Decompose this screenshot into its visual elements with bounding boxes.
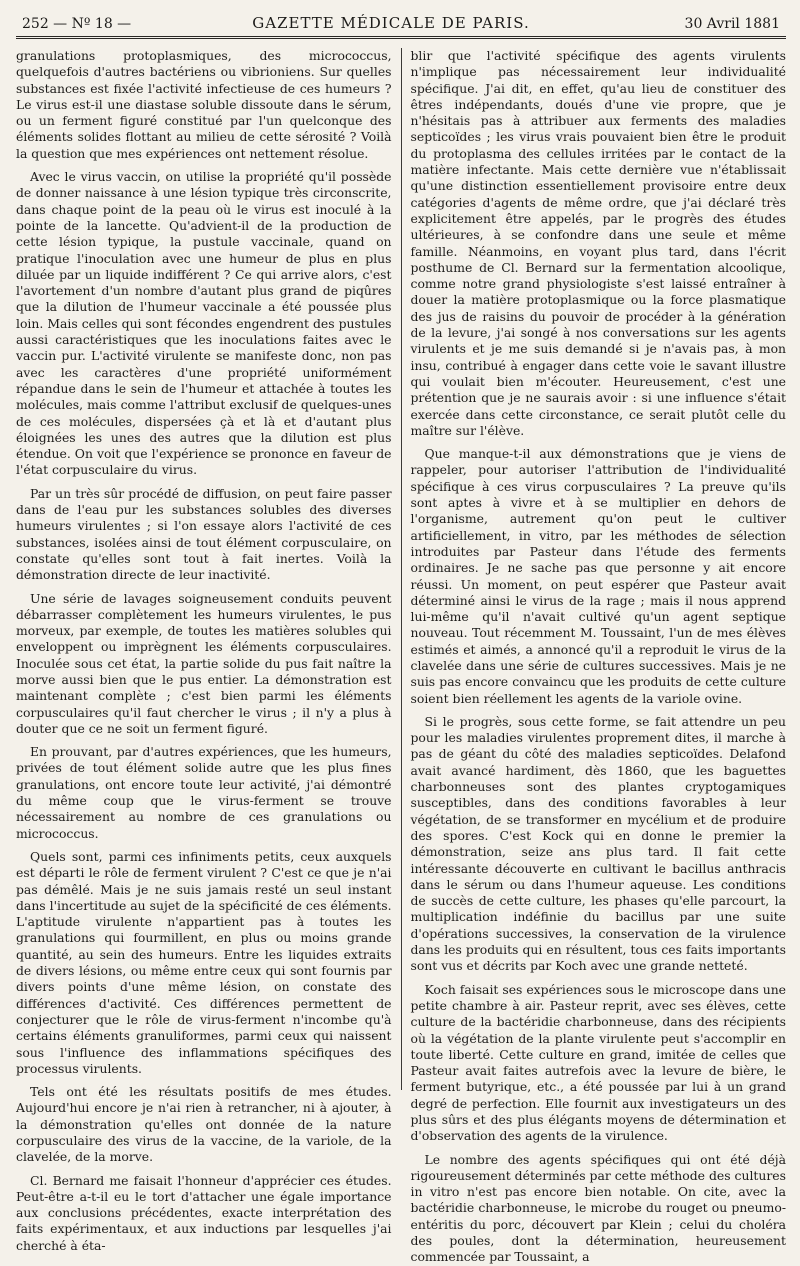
page-number: 252 — Nº 18 — <box>22 16 132 32</box>
issue-date: 30 Avril 1881 <box>684 16 780 32</box>
paragraph: Avec le virus vaccin, on utilise la propriété qu'il possède de donner naissance à une lésion typique très circonscrite, dans chaque point de la peau où le virus est inoculé à la pointe de la lancette. Qu'advient-il de la production de cette lésion typique, la pustule vaccinale, quand on pratique l'inoculation avec une humeur de plus en plus diluée par un liquide indifférent ? Ce qui arrive alors, c'est l'avortement d'un nombre d'autant plus grand de piqûres que la dilution de l'humeur vaccinale a été poussée plus loin. Mais celles qui sont fécondes engendrent des pustules aussi caractéristiques que les inoculations faites avec le vaccin pur. L'activité virulente se manifeste donc, non pas avec les caractères d'une propriété uniformément répandue dans le sein de l'humeur et attachée à toutes les molécules, mais comme l'attribut exclusif de quelques-unes de ces molécules, dispersées çà et là et d'autant plus éloignées les unes des autres que la dilution est plus étendue. On voit que l'expérience se prononce en faveur de l'état corpusculaire du virus. <box>16 169 392 478</box>
text-columns <box>16 48 787 1265</box>
page-header <box>16 10 786 39</box>
paragraph: Par un très sûr procédé de diffusion, on peut faire passer dans de l'eau pur les substances solubles des diverses humeurs virulentes ; si l'on essaye alors l'activité de ces substances, isolées ainsi de tout élément corpusculaire, on constate qu'elles sont tout à fait inertes. Voilà la démonstration directe de leur inactivité. <box>16 485 392 583</box>
paragraph: Que manque-t-il aux démonstrations que je viens de rappeler, pour autoriser l'attribution de l'individualité spécifique à ces virus corpusculaires ? La preuve qu'ils sont aptes à vivre et à se multiplier en dehors de l'organisme, autrement qu'on peut le cultiver artificiellement, in vitro, par les méthodes de sélection introduites par Pasteur dans l'étude des ferments ordinaires. Je ne sache pas que personne y ait encore réussi. Un moment, on peut espérer que Pasteur avait déterminé ainsi le virus de la rage ; mais il nous apprend lui-même qu'il n'avait cultivé qu'un agent septique nouveau. Tout récemment M. Toussaint, l'un de mes élèves estimés et aimés, a annoncé qu'il a reproduit le virus de la clavelée dans une série de cultures successives. Mais je ne suis pas encore convaincu que les produits de cette culture soient bien réellement les agents de la variole ovine. <box>410 446 787 706</box>
paragraph: Koch faisait ses expériences sous le microscope dans une petite chambre à air. Pasteur reprit, avec ses élèves, cette culture de la bactéridie charbonneuse, dans des récipients où la végétation de la plante virulente peut s'accomplir en toute liberté. Cette culture en grand, imitée de celles que Pasteur avait faites autrefois avec la levure de bière, le ferment butyrique, etc., a été poussée par lui à un grand degré de perfection. Elle fournit aux investigateurs un des plus sûrs et des plus élégants moyens de détermination et d'observation des agents de la virulence. <box>410 981 787 1144</box>
paragraph: En prouvant, par d'autres expériences, que les humeurs, privées de tout élément solide autre que les plus fines granulations, ont encore toute leur activité, j'ai démontré du même coup que le virus-ferment se trouve nécessairement au nombre de ces granulations ou micrococcus. <box>16 744 392 841</box>
right-column <box>402 48 787 1265</box>
journal-title: GAZETTE MÉDICALE DE PARIS. <box>252 14 530 32</box>
paragraph: Tels ont été les résultats positifs de mes études. Aujourd'hui encore je n'ai rien à retrancher, ni à ajouter, à la démonstration qu'elles ont donnée de la nature corpusculaire des virus de la vaccine, de la variole, de la clavelée, de la morve. <box>16 1084 392 1165</box>
paragraph: Cl. Bernard me faisait l'honneur d'apprécier ces études. Peut-être a-t-il eu le tort d'attacher une égale importance aux conclusions précédentes, exacte interprétation des faits expérimentaux, et aux inductions par lesquelles j'ai cherché à éta- <box>16 1172 392 1253</box>
paragraph: Quels sont, parmi ces infiniments petits, ceux auxquels est départi le rôle de ferment virulent ? C'est ce que je n'ai pas démêlé. Mais je ne suis jamais resté un seul instant dans l'incertitude au sujet de la spécificité de ces éléments. L'aptitude virulente n'appartient pas à toutes les granulations qui fourmillent, en plus ou moins grande quantité, au sein des humeurs. Entre les liquides extraits de divers lésions, ou même entre ceux qui sont fournis par divers points d'une même lésion, on constate des différences d'activité. Ces différences permettent de conjecturer que le rôle de virus-ferment n'incombe qu'à certains éléments granuliformes, parmi ceux qui naissent sous l'influence des inflammations spécifiques des processus virulents. <box>16 848 392 1076</box>
paragraph: Si le progrès, sous cette forme, se fait attendre un peu pour les maladies virulentes proprement dites, il marche à pas de géant du côté des maladies septicoïdes. Delafond avait avancé hardiment, dès 1860, que les baguettes charbonneuses sont des plantes cryptogamiques susceptibles, dans des conditions favorables à leur végétation, de se transformer en mycélium et de produire des spores. C'est Kock qui en donne le premier la démonstration, seize ans plus tard. Il fait cette intéressante découverte en cultivant le bacillus anthracis dans le sérum ou dans l'humeur aqueuse. Les conditions de succès de cette culture, les phases qu'elle parcourt, la multiplication indéfinie du bacillus par une suite d'opérations successives, la conservation de la virulence dans les produits qui en résultent, tous ces faits importants sont vus et décrits par Koch avec une grande netteté. <box>410 713 787 974</box>
paragraph: granulations protoplasmiques, des micrococcus, quelquefois d'autres bactériens ou vibrioniens. Sur quelles substances est fixée l'activité infectieuse de ces humeurs ? Le virus est-il une diastase soluble dissoute dans le sérum, ou un ferment figuré constitué par l'un quelconque des éléments solides flottant au milieu de cette sérosité ? Voilà la question que mes expériences ont nettement résolue. <box>16 48 392 161</box>
paragraph: blir que l'activité spécifique des agents virulents n'implique pas nécessairement leur individualité spécifique. J'ai dit, en effet, qu'au lieu de constituer des êtres indépendants, doués d'une vie propre, que je n'hésitais pas à attribuer aux ferments des maladies septicoïdes ; les virus vrais pouvaient bien être le produit du protoplasma des cellules irritées par le contact de la matière infectante. Mais cette dernière vue n'établissait qu'une distinction essentiellement provisoire entre deux catégories d'agents de même ordre, que j'ai déclaré très explicitement être appelés, par le progrès des études ultérieures, à se confondre dans une seule et même famille. Néanmoins, en voyant plus tard, dans l'écrit posthume de Cl. Bernard sur la fermentation alcoolique, comme notre grand physiologiste s'est laissé entraîner à douer la matière protoplasmique ou la force plasmatique des jus de raisins du pouvoir de procéder à la génération de la levure, j'ai songé à nos conversations sur les agents virulents et je me suis demandé si je n'avais pas, à mon insu, contribué à engager dans cette voie le savant illustre qui voulait bien m'écouter. Heureusement, c'est une prétention que je ne saurais avoir : si une influence s'était exercée dans cette circonstance, ce serait plutôt celle du maître sur l'élève. <box>410 48 787 438</box>
paragraph: Le nombre des agents spécifiques qui ont été déjà rigoureusement déterminés par cette méthode des cultures in vitro n'est pas encore bien notable. On cite, avec la bactéridie charbonneuse, le microbe du rouget ou pneumo-entéritis du porc, découvert par Klein ; celui du choléra des poules, dont la détermination, heureusement commencée par Toussaint, a <box>410 1151 787 1265</box>
left-column <box>16 48 401 1253</box>
paragraph: Une série de lavages soigneusement conduits peuvent débarrasser complètement les humeurs virulentes, le pus morveux, par exemple, de toutes les matières solubles qui enveloppent ou imprègnent les éléments corpusculaires. Inoculée sous cet état, la partie solide du pus fait naître la morve aussi bien que le pus entier. La démonstration est maintenant complète ; c'est bien parmi les éléments corpusculaires qu'il faut chercher le virus ; il n'y a plus à douter que ce ne soit un ferment figuré. <box>16 590 392 736</box>
